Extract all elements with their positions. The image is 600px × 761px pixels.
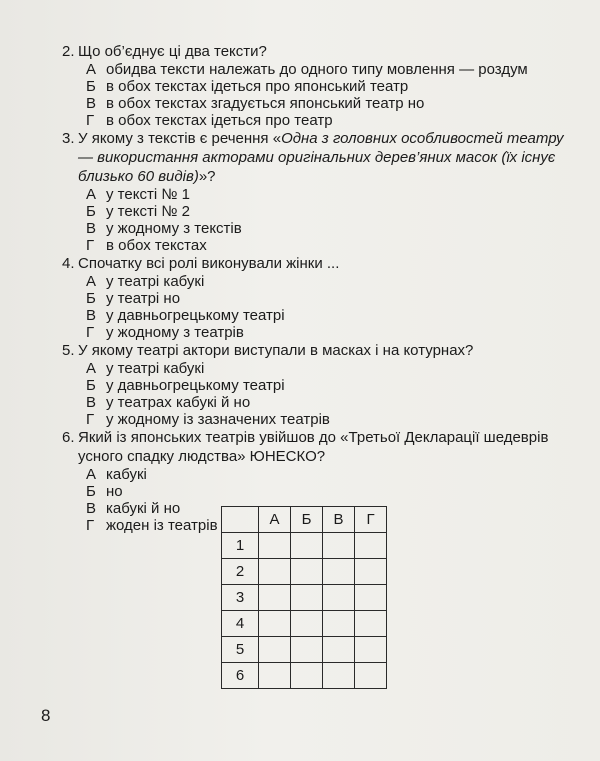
option-text: у тексті № 1 <box>106 186 190 203</box>
option <box>62 112 572 129</box>
option <box>62 186 572 203</box>
answer-cell[interactable] <box>259 559 291 585</box>
column-header: Б <box>291 507 323 533</box>
answer-cell[interactable] <box>259 533 291 559</box>
row-header: 4 <box>222 611 259 637</box>
option-text: в обох текстах ідеться про театр <box>106 112 333 129</box>
option-text: у театрі но <box>106 290 181 307</box>
question-text-start: У якому з текстів є речення « <box>78 130 282 147</box>
question-4 <box>62 254 572 273</box>
answer-cell[interactable] <box>259 611 291 637</box>
question-number: 6. <box>62 429 75 446</box>
option-letter: Г <box>86 411 95 428</box>
answer-cell[interactable] <box>355 611 387 637</box>
answer-cell[interactable] <box>259 585 291 611</box>
answer-cell[interactable] <box>355 533 387 559</box>
answer-table-row <box>222 533 387 559</box>
answer-table-row <box>222 585 387 611</box>
option <box>62 324 572 341</box>
option-text: у давньогрецькому театрі <box>106 377 285 394</box>
column-header: В <box>323 507 355 533</box>
answer-cell[interactable] <box>291 637 323 663</box>
question-text: Що об’єднує ці два тексти? <box>78 43 267 60</box>
answer-table-row <box>222 663 387 689</box>
option-letter: В <box>86 220 97 237</box>
option-letter: Б <box>86 290 96 307</box>
option-text: у жодному із зазначених театрів <box>106 411 330 428</box>
answer-table <box>221 506 387 689</box>
answer-cell[interactable] <box>323 585 355 611</box>
answer-cell[interactable] <box>291 559 323 585</box>
option-letter: В <box>86 307 97 324</box>
answer-cell[interactable] <box>323 611 355 637</box>
option <box>62 394 572 411</box>
question-number: 4. <box>62 255 75 272</box>
answer-cell[interactable] <box>323 533 355 559</box>
row-header: 1 <box>222 533 259 559</box>
question-2 <box>62 42 572 61</box>
option-letter: Г <box>86 517 95 534</box>
option-text: у тексті № 2 <box>106 203 190 220</box>
answer-cell[interactable] <box>355 663 387 689</box>
option-text: у театрах кабукі й но <box>106 394 251 411</box>
question-text-end: »? <box>198 168 216 185</box>
answer-cell[interactable] <box>259 637 291 663</box>
question-text: У якому театрі актори виступали в масках і на котурнах? <box>78 342 474 359</box>
option <box>62 61 572 78</box>
question-number: 3. <box>62 130 75 147</box>
question-number: 5. <box>62 342 75 359</box>
option <box>62 483 572 500</box>
option-text: но <box>106 483 123 500</box>
option <box>62 360 572 377</box>
option-letter: Б <box>86 203 96 220</box>
option-letter: В <box>86 500 97 517</box>
option <box>62 203 572 220</box>
question-text: Який із японських театрів увійшов до «Третьої Декларації шедеврів усного спадку людства» ЮНЕСКО? <box>78 429 549 465</box>
option <box>62 78 572 95</box>
option-letter: Г <box>86 112 95 129</box>
option <box>62 377 572 394</box>
option-letter: Г <box>86 237 95 254</box>
option-text: в обох текстах ідеться про японський театр <box>106 78 409 95</box>
answer-table-corner <box>222 507 259 533</box>
option-letter: А <box>86 360 97 377</box>
row-header: 5 <box>222 637 259 663</box>
option <box>62 237 572 254</box>
option-text: жоден із театрів <box>106 517 218 534</box>
option-letter: Б <box>86 78 96 95</box>
option <box>62 273 572 290</box>
question-text: Спочатку всі ролі виконували жінки ... <box>78 255 340 272</box>
option-text: кабукі й но <box>106 500 181 517</box>
question-5 <box>62 341 572 360</box>
answer-table-row <box>222 611 387 637</box>
option-letter: Г <box>86 324 95 341</box>
page-number: 8 <box>41 706 51 725</box>
answer-cell[interactable] <box>355 637 387 663</box>
option <box>62 466 572 483</box>
option-text: у театрі кабукі <box>106 360 205 377</box>
option-text: кабукі <box>106 466 147 483</box>
quoted-sentence: Одна з головних особливостей театру — використання акторами оригінальних дерев’яних масок (їх існує близько 60 видів) <box>78 130 564 185</box>
option-text: у давньогрецькому театрі <box>106 307 285 324</box>
question-6 <box>62 428 572 466</box>
option-text: в обох текстах <box>106 237 207 254</box>
answer-cell[interactable] <box>291 585 323 611</box>
option-text: у жодному з текстів <box>106 220 242 237</box>
question-3 <box>62 129 572 186</box>
option-letter: Б <box>86 377 96 394</box>
row-header: 2 <box>222 559 259 585</box>
row-header: 6 <box>222 663 259 689</box>
row-header: 3 <box>222 585 259 611</box>
answer-cell[interactable] <box>355 585 387 611</box>
option <box>62 307 572 324</box>
answer-cell[interactable] <box>259 663 291 689</box>
option-letter: А <box>86 466 97 483</box>
option-text: у театрі кабукі <box>106 273 205 290</box>
option <box>62 95 572 112</box>
answer-table-row <box>222 637 387 663</box>
option-text: в обох текстах згадується японський театр но <box>106 95 425 112</box>
answer-cell[interactable] <box>323 559 355 585</box>
option <box>62 220 572 237</box>
option-text: обидва тексти належать до одного типу мовлення — роздум <box>106 61 528 78</box>
answer-cell[interactable] <box>291 663 323 689</box>
answer-table-header-row <box>222 507 387 533</box>
answer-cell[interactable] <box>291 533 323 559</box>
question-text <box>78 129 572 186</box>
option-letter: В <box>86 95 97 112</box>
column-header: Г <box>355 507 387 533</box>
option-letter: Б <box>86 483 96 500</box>
answer-cell[interactable] <box>355 559 387 585</box>
answer-cell[interactable] <box>323 663 355 689</box>
option-letter: А <box>86 273 97 290</box>
answer-table-row <box>222 559 387 585</box>
answer-cell[interactable] <box>291 611 323 637</box>
option-letter: В <box>86 394 97 411</box>
question-number: 2. <box>62 43 75 60</box>
questions-block <box>62 42 572 534</box>
answer-cell[interactable] <box>323 637 355 663</box>
option-letter: А <box>86 186 97 203</box>
option <box>62 290 572 307</box>
option-letter: А <box>86 61 97 78</box>
column-header: А <box>259 507 291 533</box>
option-text: у жодному з театрів <box>106 324 244 341</box>
option <box>62 411 572 428</box>
